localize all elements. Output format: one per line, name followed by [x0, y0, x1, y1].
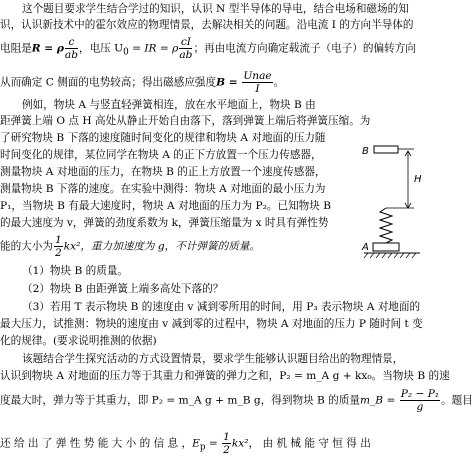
example-line-5: 测量物块 A 对地面的压力，在物块 B 的正上方放置一个速度传感器，: [0, 166, 326, 178]
analysis-line-3: 度最大时，弹力等于其重力，即 P₂ = m_A g + m_B g，得到物块 B 的质量m_B = $\frac{\text{P₂ − P₁}}{g}$ 。题目: [0, 388, 473, 413]
intro-line-1: 这个题目要求学生结合学过的知识，认识 N 型半导体的导电，结合电场和磁场的知: [22, 3, 409, 15]
label-a: A: [362, 242, 369, 253]
analysis-line-1: 该题结合学生探究活动的方式设置情景，要求学生能够认识题目给出的物理情景，: [22, 353, 404, 365]
block-b: [374, 146, 398, 153]
analysis-line-2: 认识到物块 A 对地面的压力等于其重力和弹簧的弹力之和，P₂ = m_A g + kx₀。当物块 B 的速: [0, 370, 450, 382]
question-1: （1）物块 B 的质量。: [22, 265, 129, 277]
analysis-line-4: 还 给 出 了 弹 性 势 能 大 小 的 信 息 ，$E_p$ = $\frac{1}{2}$ kx²， 由 机 械 能 守 恒 得 出: [0, 431, 371, 456]
question-2: （2）物块 B 由距弹簧上端多高处下落的？: [22, 283, 224, 295]
example-line-9: 能的大小为 $\frac{1}{2}$ kx²，重力加速度为 g，不计弹簧的质量。: [0, 234, 261, 259]
example-line-2: 距弹簧上端 O 点 H 高处从静止开始自由落下，落到弹簧上端后将弹簧压缩。为: [0, 115, 371, 127]
question-3-line-1: （3）若用 T 表示物块 B 的速度由 v 减到零所用的时间，用 P₃ 表示物块 A 对地面的: [22, 301, 421, 313]
intro-line-2: 识，认识新技术中的霍尔效应的物理情景，去解决相关的问题。沿电流 I 的方向半导体的: [0, 19, 414, 31]
example-line-6: 测量物块 B 下落的速度。在实验中测得：物块 A 对地面的最小压力为: [0, 183, 326, 195]
intro-line-4: 从而确定 C 侧面的电势较高；得出磁感应强度B = $\frac{\text{Unae}}{I}$ 。: [0, 70, 285, 95]
question-3-line-2: 最大压力，试推测：物块的速度由 v 减到零的过程中，物块 A 对地面的压力 P 随时间 t 变: [0, 318, 423, 330]
spring-diagram-svg: [360, 142, 442, 262]
block-a: [373, 243, 399, 251]
example-line-4: 时间变化的规律，某位同学在物块 A 的正下方放置一个压力传感器，: [0, 149, 322, 161]
example-line-7: P₁，当物块 B 有最大速度时，物块 A 对地面的压力为 P₂。已知物块 B: [0, 200, 332, 212]
spring: [380, 208, 392, 243]
spring-diagram: [360, 142, 442, 262]
example-line-1: 例如，物块 A 与竖直轻弹簧相连，放在水平地面上，物块 B 由: [22, 99, 316, 111]
intro-line-3: 电阻是R = ρ $\frac{c}{ab}$ ，电压 $U_0$ = IR = ρ $\frac{cI}{ab}$ ；再由电流方向确定载流子（电子）的偏转方向: [0, 36, 416, 61]
label-h: H: [414, 174, 422, 185]
example-line-8: 的最大速度为 v，弹簧的劲度系数为 k，弹簧压缩量为 x 时具有弹性势: [0, 217, 329, 229]
example-line-3: 了研究物块 B 下落的速度随时间变化的规律和物块 A 对地面的压力随: [0, 132, 326, 144]
label-b: B: [362, 146, 369, 157]
ground-hatch: [364, 253, 416, 258]
question-3-line-3: 化的规律。(要求说明推测的依据): [0, 335, 157, 347]
